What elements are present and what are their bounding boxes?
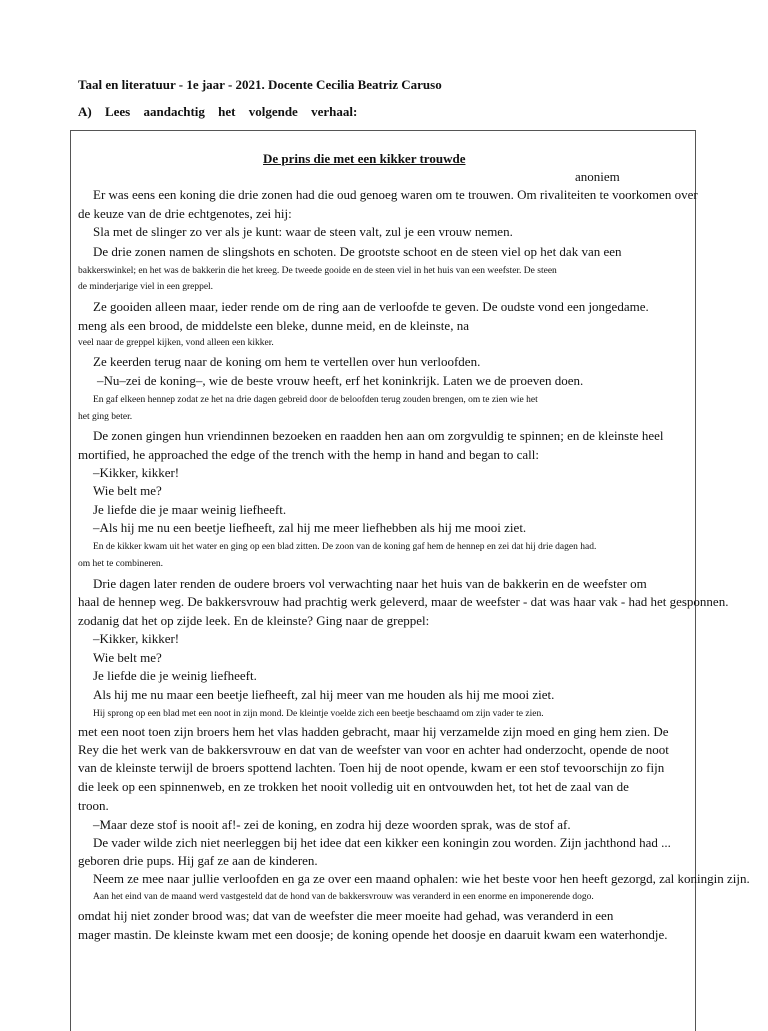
story-line: –Kikker, kikker!: [93, 465, 180, 480]
story-line: van de kleinste terwijl de broers spottend lachten. Toen hij de noot opende, kwam er een stof tevoorschijn zo fijn: [78, 760, 665, 775]
story-line: mortified, he approached the edge of the trench with the hemp in hand and began to call:: [78, 447, 539, 462]
story-line: De drie zonen namen de slingshots en schoten. De grootste schoot en de steen viel op het dak van een: [93, 244, 622, 259]
story-line: haal de hennep weg. De bakkersvrouw had prachtig werk geleverd, maar de weefster - dat was haar vak - had het gesponnen.: [78, 594, 729, 609]
story-line: Drie dagen later renden de oudere broers vol verwachting naar het huis van de bakkerin en de weefster om: [93, 576, 647, 591]
story-line: De zonen gingen hun vriendinnen bezoeken en raadden hen aan om zorgvuldig te spinnen; en de kleinste heel: [93, 428, 664, 443]
story-line: Als hij me nu maar een beetje liefheeft, zal hij meer van me houden als hij me mooi ziet.: [93, 687, 555, 702]
story-line: de minderjarige viel in een greppel.: [78, 282, 214, 292]
story-line: Je liefde die je weinig liefheeft.: [93, 668, 257, 683]
instruction-heading: A) Lees aandachtig het volgende verhaal:: [78, 104, 358, 119]
story-line: –Als hij me nu een beetje liefheeft, zal hij me meer liefhebben als hij me mooi ziet.: [93, 520, 527, 535]
story-line: De vader wilde zich niet neerleggen bij het idee dat een kikker een koningin zou worden. Zijn jachthond had ...: [93, 835, 671, 850]
story-line: Je liefde die je maar weinig liefheeft.: [93, 502, 287, 517]
story-line: veel naar de greppel kijken, vond alleen een kikker.: [78, 338, 274, 348]
story-line: Wie belt me?: [93, 483, 162, 498]
story-line: omdat hij niet zonder brood was; dat van de weefster die meer moeite had gehad, was veranderd in een: [78, 908, 614, 923]
story-line: En de kikker kwam uit het water en ging op een blad zitten. De zoon van de koning gaf hem de hennep en zei dat hij drie dagen had.: [93, 542, 597, 552]
story-line: Rey die het werk van de bakkersvrouw en dat van de weefster van voor en achter had onderzocht, opende de noot: [78, 742, 669, 757]
story-line: Aan het eind van de maand werd vastgesteld dat de hond van de bakkersvrouw was veranderd in een enorme en imponerende dogo.: [93, 892, 594, 902]
story-line: Wie belt me?: [93, 650, 162, 665]
story-line: zodanig dat het op zijde leek. En de kleinste? Ging naar de greppel:: [78, 613, 430, 628]
story-line: –Kikker, kikker!: [93, 631, 180, 646]
story-line: Hij sprong op een blad met een noot in zijn mond. De kleintje voelde zich een beetje beschaamd om zijn vader te zien.: [93, 709, 544, 719]
story-line: met een noot toen zijn broers hem het vlas hadden gebracht, maar hij verzamelde zijn moed en ging hem zien. De: [78, 724, 669, 739]
story-line: En gaf elkeen hennep zodat ze het na drie dagen gebreid door de beloofden terug zouden brengen, om te zien wie het: [93, 395, 538, 405]
story-line: die leek op een spinnenweb, en ze trokken het nooit volledig uit en ontvouwden het, tot het de zaal van de: [78, 779, 629, 794]
story-title: De prins die met een kikker trouwde: [263, 151, 466, 166]
story-line: Sla met de slinger zo ver als je kunt: waar de steen valt, zul je een vrouw nemen.: [93, 224, 513, 239]
story-line: Er was eens een koning die drie zonen had die oud genoeg waren om te trouwen. Om rivaliteiten te voorkomen over: [93, 187, 698, 202]
story-line: geboren drie pups. Hij gaf ze aan de kinderen.: [78, 853, 318, 868]
story-line: Neem ze mee naar jullie verloofden en ga ze over een maand ophalen: wie het beste voor hen heeft gezorgd, zal koningin zijn.: [93, 871, 750, 886]
story-author: anoniem: [575, 169, 620, 184]
story-line: mager mastin. De kleinste kwam met een doosje; de koning opende het doosje en daaruit kwam een waterhondje.: [78, 927, 668, 942]
story-line: meng als een brood, de middelste een bleke, dunne meid, en de kleinste, na: [78, 318, 469, 333]
story-line: de keuze van de drie echtgenotes, zei hij:: [78, 206, 292, 221]
document-header: Taal en literatuur - 1e jaar - 2021. Docente Cecilia Beatriz Caruso: [78, 77, 442, 92]
story-line: het ging beter.: [78, 412, 133, 422]
story-line: om het te combineren.: [78, 559, 163, 569]
story-line: –Maar deze stof is nooit af!- zei de koning, en zodra hij deze woorden sprak, was de stof af.: [93, 817, 571, 832]
story-line: Ze gooiden alleen maar, ieder rende om de ring aan de verloofde te geven. De oudste vond een jongedame.: [93, 299, 649, 314]
story-line: Ze keerden terug naar de koning om hem te vertellen over hun verloofden.: [93, 354, 481, 369]
story-line: troon.: [78, 798, 109, 813]
story-line: bakkerswinkel; en het was de bakkerin die het kreeg. De tweede gooide en de steen viel in het huis van een weefster. De steen: [78, 266, 557, 276]
story-line: –Nu–zei de koning–, wie de beste vrouw heeft, erf het koninkrijk. Laten we de proeven doen.: [97, 373, 584, 388]
